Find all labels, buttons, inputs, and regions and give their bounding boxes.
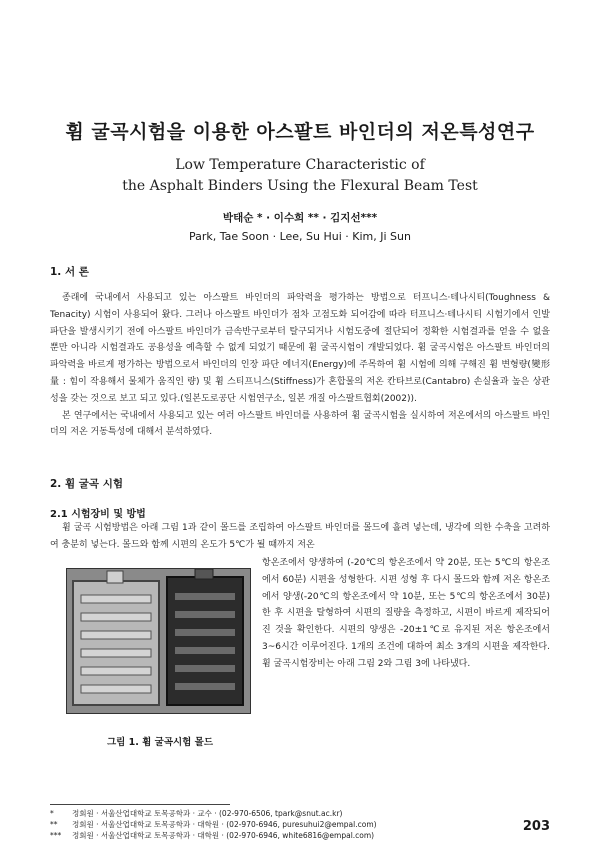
footnote-text: 정회원 · 서울산업대학교 토목공학과 · 교수 · (02-970-6506, tpark@snut.ac.kr) [72, 809, 343, 818]
figure-1-mold-photo [66, 568, 251, 714]
figure-1-caption: 그림 1. 휨 굴곡시험 몰드 [106, 737, 214, 748]
mold-photo-illustration [67, 569, 250, 713]
section-1-heading: 1. 서 론 [50, 266, 89, 278]
footnote-mark: ** [50, 820, 58, 829]
section-1-paragraph: 본 연구에서는 국내에서 사용되고 있는 여러 아스팔트 바인더를 사용하여 휨 굴곡시험을 실시하여 저온에서의 아스팔트 바인더의 저온 거동특성에 대해서 분석하였다. [50, 410, 550, 438]
section-2-intro [50, 520, 550, 554]
page-number: 203 [522, 819, 550, 834]
paper-title-english-line-1: Low Temperature Characteristic of [175, 157, 425, 173]
footnote-separator [50, 804, 230, 805]
section-1-paragraph: 종래에 국내에서 사용되고 있는 아스팔트 바인더의 파악력을 평가하는 방법으로 터프니스·테나시티(Toughness & Tenacity) 시험이 사용되어 왔다. 그러나 아스팔트 바인더가 점차 고점도화 되어감에 따라 터프니스·테나시티 시험기에서 인발파단을 발생시키기 전에 아스팔트 바인더가 금속반구로부터 탈구되거나 시험도중에 절단되어 정확한 시험결과를 얻을 수 없을 뿐만 아니라 시험결과도 공용성을 예측할 수 없게 되었기 때문에 휨 굴곡시험이 개발되었다. 휨 굴곡시험은 아스팔트 바인더의 파악력을 바르게 평가하는 방법으로서 바인더의 인장 파단 에너지(Energy)에 주목하여 휨 시험에 의해 구해진 휨 변형량(變形量 : 힘이 작용해서 물체가 움직인 량) 및 휨 스티프니스(Stiffness)가 혼합물의 저온 칸타브로(Cantabro) 손실율과 높은 상관성을 갖는 것으로 보고 되고 있다.(일본도로공단 시험연구소, 일본 개질 아스팔트협회(2002)). [50, 293, 550, 404]
authors-korean: 박태순 * · 이수희 ** · 김지선*** [222, 212, 378, 224]
footnote-2 [50, 819, 377, 830]
footnote-mark: * [50, 809, 54, 818]
authors-english: Park, Tae Soon · Lee, Su Hui · Kim, Ji Sun [189, 230, 411, 243]
footnote-text: 정회원 · 서울산업대학교 토목공학과 · 대학원 · (02-970-6946, white6816@empal.com) [72, 831, 375, 840]
footnote-3 [50, 830, 374, 841]
section-2-right-column: 항온조에서 양생하여 (-20℃의 항온조에서 약 20분, 또는 5℃의 항온조에서 60분) 시편을 성형한다. 시편 성형 후 다시 몰드와 함께 저온 항온조에서 양생(-20℃의 항온조에서 약 10분, 또는 5℃의 항온조에서 30분) 한 후 시편을 탈형하여 시편의 질량을 측정하고, 시편이 바르게 제작되어진 것을 확인한다. 시편의 양생은 -20±1℃로 유지된 저온 항온조에서 3~6시간 이루어진다. 1개의 조건에 대하여 최소 3개의 시편을 제작한다. 휨 굴곡시험장비는 아래 그림 2와 그림 3에 나타냈다. [262, 558, 550, 669]
footnote-1 [50, 808, 342, 819]
footnote-text: 정회원 · 서울산업대학교 토목공학과 · 대학원 · (02-970-6946, puresuhui2@empal.com) [72, 820, 377, 829]
section-2-heading: 2. 휨 굴곡 시험 [50, 478, 123, 490]
section-1-body [50, 290, 550, 441]
section-2-intro-paragraph: 휨 굴곡 시험방법은 아래 그림 1과 같이 몰드를 조립하여 아스팔트 바인더를 몰드에 흘려 넣는데, 냉각에 의한 수축을 고려하여 충분히 넣는다. 몰드와 함께 시편의 온도가 5℃가 될 때까지 저온 [50, 523, 550, 550]
footnote-mark: *** [50, 831, 62, 840]
paper-title-english-line-2: the Asphalt Binders Using the Flexural Beam Test [122, 178, 478, 194]
section-2-1-heading: 2.1 시험장비 및 방법 [50, 509, 146, 520]
paper-title-korean: 휨 굴곡시험을 이용한 아스팔트 바인더의 저온특성연구 [65, 121, 535, 143]
